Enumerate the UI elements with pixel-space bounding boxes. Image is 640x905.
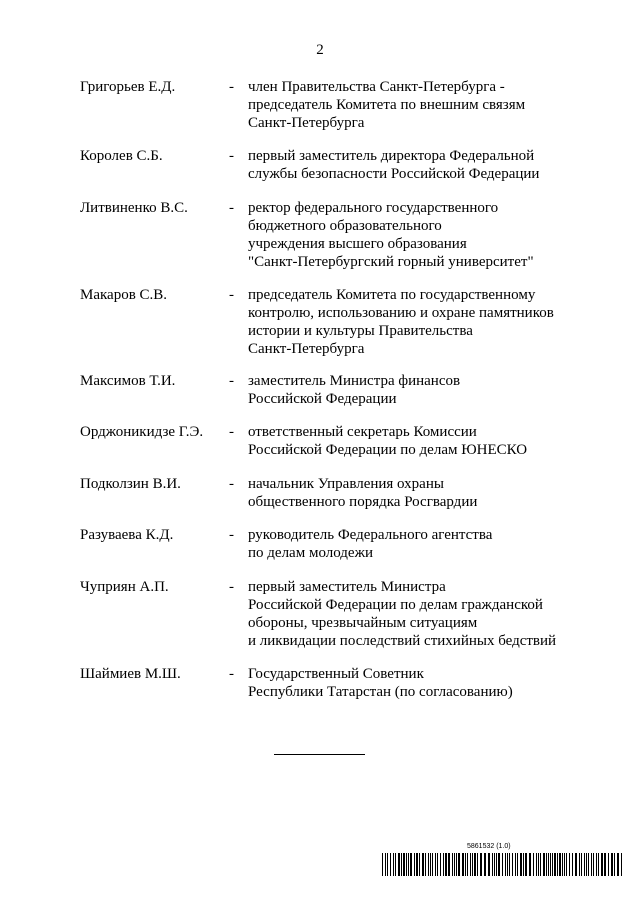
role-line: и ликвидации последствий стихийных бедствий xyxy=(248,633,557,649)
dash: - xyxy=(229,287,234,303)
member-role xyxy=(248,372,608,408)
member-name: Шаймиев М.Ш. xyxy=(80,666,181,682)
member-name: Разуваева К.Д. xyxy=(80,527,174,543)
dash: - xyxy=(229,148,234,164)
role-line: Российской Федерации по делам гражданской xyxy=(248,597,543,613)
end-separator xyxy=(274,754,365,755)
role-line: бюджетного образовательного xyxy=(248,218,442,234)
member-name: Григорьев Е.Д. xyxy=(80,79,176,95)
role-line: истории и культуры Правительства xyxy=(248,323,473,339)
member-name: Литвиненко В.С. xyxy=(80,200,188,216)
role-line: службы безопасности Российской Федерации xyxy=(248,166,540,182)
role-line: обороны, чрезвычайным ситуациям xyxy=(248,615,478,631)
role-line: первый заместитель Министра xyxy=(248,579,446,595)
member-name: Королев С.Б. xyxy=(80,148,163,164)
role-line: член Правительства Санкт-Петербурга - xyxy=(248,79,505,95)
role-line: "Санкт-Петербургский горный университет" xyxy=(248,254,534,270)
role-line: Санкт-Петербурга xyxy=(248,341,365,357)
dash: - xyxy=(229,79,234,95)
role-line: руководитель Федерального агентства xyxy=(248,527,493,543)
dash: - xyxy=(229,527,234,543)
document-code: 5861532 (1.0) xyxy=(467,843,511,850)
role-line: ответственный секретарь Комиссии xyxy=(248,424,477,440)
role-line: Российской Федерации xyxy=(248,391,397,407)
role-line: учреждения высшего образования xyxy=(248,236,467,252)
role-line: ректор федерального государственного xyxy=(248,200,499,216)
member-name: Орджоникидзе Г.Э. xyxy=(80,424,204,440)
role-line: первый заместитель директора Федеральной xyxy=(248,148,535,164)
dash: - xyxy=(229,579,234,595)
role-line: контролю, использованию и охране памятников xyxy=(248,305,554,321)
role-line: общественного порядка Росгвардии xyxy=(248,494,478,510)
role-line: председатель Комитета по государственному xyxy=(248,287,536,303)
member-role xyxy=(248,578,608,650)
member-role xyxy=(248,147,608,183)
member-role xyxy=(248,475,608,511)
role-line: Российской Федерации по делам ЮНЕСКО xyxy=(248,442,528,458)
member-role xyxy=(248,526,608,562)
page-number: 2 xyxy=(316,42,324,58)
role-line: начальник Управления охраны xyxy=(248,476,444,492)
dash: - xyxy=(229,424,234,440)
dash: - xyxy=(229,200,234,216)
member-name: Макаров С.В. xyxy=(80,287,168,303)
role-line: по делам молодежи xyxy=(248,545,373,561)
role-line: Государственный Советник xyxy=(248,666,424,682)
member-name: Подколзин В.И. xyxy=(80,476,181,492)
member-name: Максимов Т.И. xyxy=(80,373,176,389)
member-role xyxy=(248,665,608,701)
member-role xyxy=(248,423,608,459)
dash: - xyxy=(229,476,234,492)
dash: - xyxy=(229,666,234,682)
role-line: Санкт-Петербурга xyxy=(248,115,365,131)
member-name: Чуприян А.П. xyxy=(80,579,169,595)
dash: - xyxy=(229,373,234,389)
member-role xyxy=(248,286,608,358)
member-role xyxy=(248,199,608,271)
role-line: Республики Татарстан (по согласованию) xyxy=(248,684,513,700)
role-line: заместитель Министра финансов xyxy=(248,373,461,389)
barcode xyxy=(382,853,624,876)
member-role xyxy=(248,78,608,132)
role-line: председатель Комитета по внешним связям xyxy=(248,97,526,113)
